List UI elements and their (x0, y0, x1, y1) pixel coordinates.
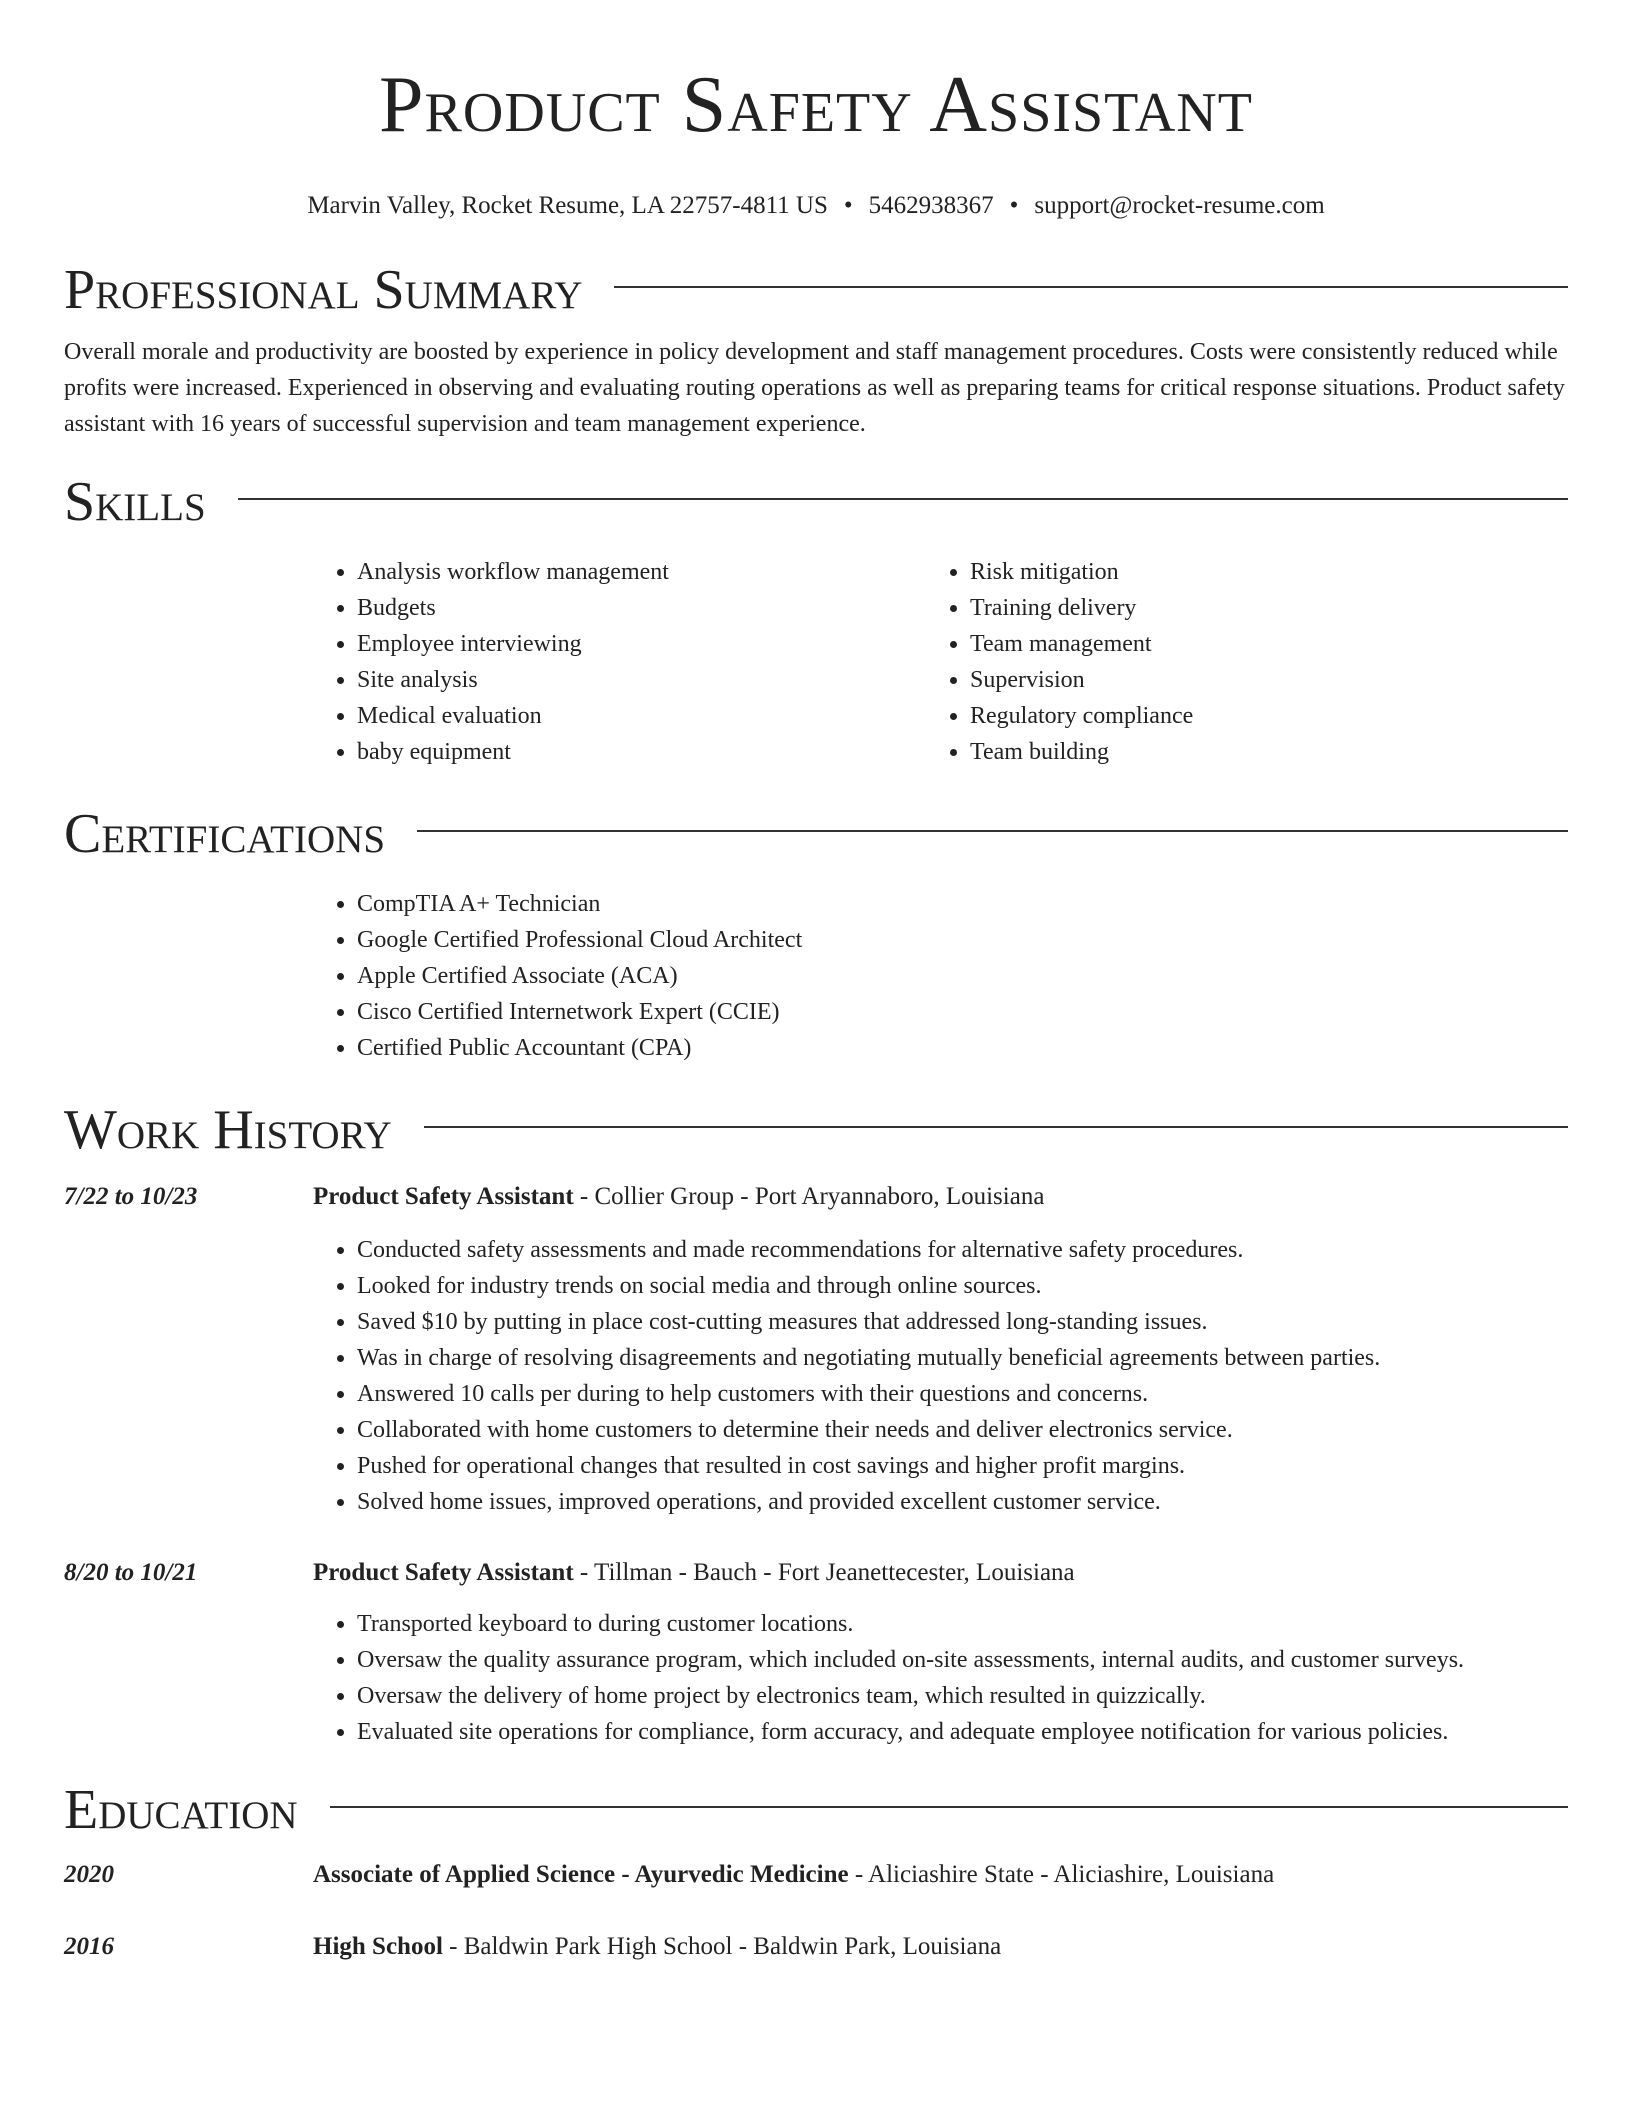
skill-item: • baby equipment (357, 734, 926, 770)
job-date: 7/22 to 10/23 (64, 1183, 198, 1210)
job-details: - Collier Group - Port Aryannaboro, Louisiana (573, 1183, 1045, 1210)
skills-section-header (64, 472, 1568, 532)
certifications-section-header (64, 804, 1568, 864)
skill-item: • Budgets (357, 590, 926, 626)
education-degree: High School (313, 1933, 443, 1960)
certifications-heading: Certifications (64, 803, 386, 865)
section-divider (614, 286, 1568, 288)
job-bullet: • Was in charge of resolving disagreements and negotiating mutually beneficial agreements between parties. (357, 1340, 1568, 1376)
job-bullet: • Answered 10 calls per during to help customers with their questions and concerns. (357, 1376, 1568, 1412)
job-bullets (313, 1232, 1568, 1520)
education-info (313, 1930, 1001, 1964)
job-bullet: • Pushed for operational changes that resulted in cost savings and higher profit margins. (357, 1448, 1568, 1484)
job-entry (64, 1180, 1568, 1520)
job-info (313, 1556, 1075, 1590)
education-entry (64, 1930, 1568, 1964)
education-date: 2020 (64, 1861, 114, 1888)
job-details: - Tillman - Bauch - Fort Jeanettecester, Louisiana (573, 1559, 1075, 1586)
section-divider (238, 498, 1568, 500)
skill-item: • Employee interviewing (357, 626, 926, 662)
job-bullet: • Solved home issues, improved operations, and provided excellent customer service. (357, 1484, 1568, 1520)
job-bullet: • Saved $10 by putting in place cost-cutting measures that addressed long-standing issues. (357, 1304, 1568, 1340)
contact-separator: • (1009, 192, 1019, 219)
skill-item: • Risk mitigation (970, 554, 1539, 590)
job-bullet: • Oversaw the quality assurance program, which included on-site assessments, internal audits, and customer surveys. (357, 1642, 1568, 1678)
education-heading: Education (64, 1779, 298, 1841)
job-bullets (313, 1606, 1568, 1750)
certification-item: • Certified Public Accountant (CPA) (357, 1030, 1568, 1066)
section-divider (330, 1806, 1568, 1808)
skill-item: • Supervision (970, 662, 1539, 698)
education-section-header (64, 1780, 1568, 1840)
education-info (313, 1858, 1274, 1892)
section-divider (417, 830, 1568, 832)
job-header (64, 1180, 1568, 1214)
skill-item: • Analysis workflow management (357, 554, 926, 590)
job-date: 8/20 to 10/21 (64, 1559, 198, 1586)
contact-phone: 5462938367 (868, 192, 994, 219)
job-title: Product Safety Assistant (313, 1183, 574, 1210)
job-info (313, 1180, 1044, 1214)
job-bullet: • Oversaw the delivery of home project by electronics team, which resulted in quizzically. (357, 1678, 1568, 1714)
summary-section-header (64, 260, 1568, 320)
work-section-header (64, 1100, 1568, 1160)
contact-email: support@rocket-resume.com (1034, 192, 1325, 219)
education-degree: Associate of Applied Science - Ayurvedic Medicine (313, 1861, 849, 1888)
job-entry (64, 1556, 1568, 1750)
job-bullet: • Transported keyboard to during customer locations. (357, 1606, 1568, 1642)
job-bullet: • Evaluated site operations for compliance, form accuracy, and adequate employee notification for various policies. (357, 1714, 1568, 1750)
education-details: - Aliciashire State - Aliciashire, Louisiana (848, 1861, 1275, 1888)
summary-text: Overall morale and productivity are boosted by experience in policy development and staff management procedures. Costs were consistently reduced while profits were increased. Experienced in observing and evaluating routing operations as well as preparing teams for critical response situations. Product safety assistant with 16 years of successful supervision and team management experience. (64, 339, 1565, 437)
education-entry (64, 1858, 1568, 1892)
job-title: Product Safety Assistant (313, 1559, 574, 1586)
skills-column-right (926, 554, 1539, 770)
skill-item: • Medical evaluation (357, 698, 926, 734)
skill-item: • Team management (970, 626, 1539, 662)
certification-item: • Apple Certified Associate (ACA) (357, 958, 1568, 994)
certifications-list (313, 886, 1568, 1066)
skill-item: • Training delivery (970, 590, 1539, 626)
contact-separator: • (843, 192, 853, 219)
section-divider (424, 1126, 1568, 1128)
work-heading: Work History (64, 1099, 392, 1161)
skill-item: • Team building (970, 734, 1539, 770)
contact-line (64, 190, 1568, 222)
job-bullet: • Conducted safety assessments and made recommendations for alternative safety procedures. (357, 1232, 1568, 1268)
job-bullet: • Collaborated with home customers to determine their needs and deliver electronics service. (357, 1412, 1568, 1448)
summary-heading: Professional Summary (64, 259, 583, 321)
job-bullet: • Looked for industry trends on social media and through online sources. (357, 1268, 1568, 1304)
education-date: 2016 (64, 1933, 114, 1960)
skill-item: • Site analysis (357, 662, 926, 698)
job-header (64, 1556, 1568, 1590)
candidate-name: Product Safety Assistant (379, 61, 1253, 149)
skills-column-left (313, 554, 926, 770)
skills-list (313, 554, 1568, 770)
skills-heading: Skills (64, 471, 206, 533)
certification-item: • CompTIA A+ Technician (357, 886, 1568, 922)
skill-item: • Regulatory compliance (970, 698, 1539, 734)
contact-address: Marvin Valley, Rocket Resume, LA 22757-4811 US (307, 192, 828, 219)
certification-item: • Cisco Certified Internetwork Expert (CCIE) (357, 994, 1568, 1030)
certification-item: • Google Certified Professional Cloud Architect (357, 922, 1568, 958)
education-details: - Baldwin Park High School - Baldwin Park, Louisiana (442, 1933, 1002, 1960)
